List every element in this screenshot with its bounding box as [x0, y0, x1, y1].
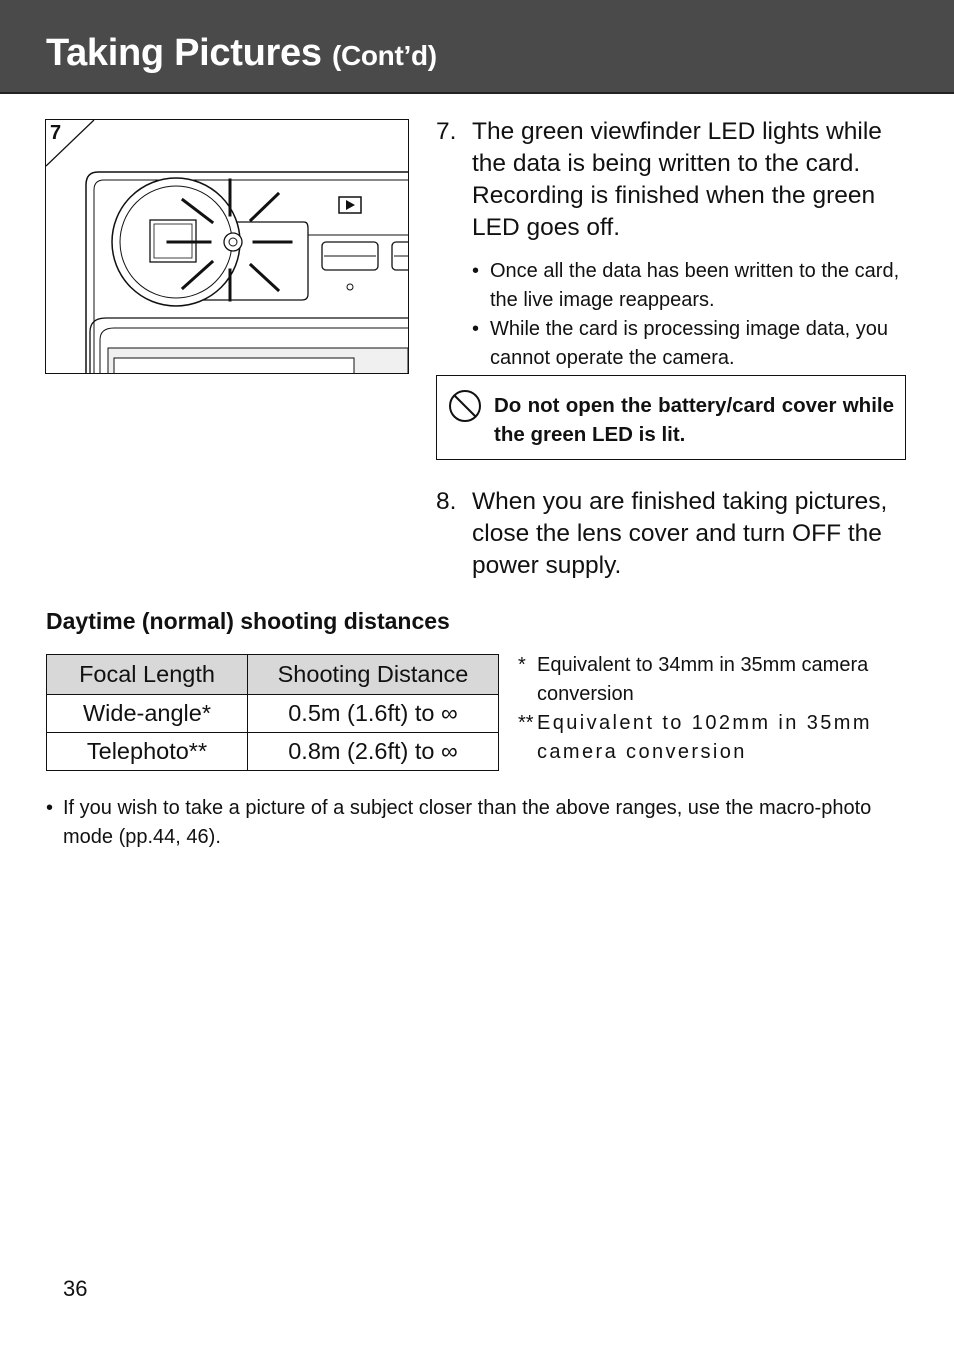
footnote-text: Equivalent to 102mm in 35mm camera conversion — [537, 712, 872, 763]
page-header — [0, 0, 954, 94]
step-7-number: 7. — [436, 118, 457, 145]
table-header-focal-length: Focal Length — [47, 655, 248, 695]
table-cell: 0.8m (2.6ft) to ∞ — [248, 733, 499, 771]
footnote-mark: ** — [518, 712, 534, 734]
prohibited-icon — [448, 389, 482, 423]
figure-number: 7 — [50, 122, 62, 144]
page-title — [46, 32, 437, 75]
table-header-row — [47, 655, 499, 695]
page-title-cont: (Cont’d) — [331, 40, 437, 71]
section-title: Daytime (normal) shooting distances — [46, 608, 450, 634]
step-7-text: The green viewfinder LED lights while the data is being written to the card. Recording is finished when the green LED goes off. — [472, 118, 882, 241]
page-title-main: Taking Pictures — [46, 32, 322, 74]
playback-icon — [338, 196, 362, 214]
table-row — [47, 733, 499, 771]
step-7-bullet-1: Once all the data has been written to the card, the live image reappears. — [490, 260, 900, 311]
step-8-text: When you are finished taking pictures, close the lens cover and turn OFF the power supply. — [472, 488, 888, 579]
table-header-shooting-distance: Shooting Distance — [248, 655, 499, 695]
step-8-number: 8. — [436, 488, 457, 515]
macro-note-text: If you wish to take a picture of a subject closer than the above ranges, use the macro-photo mode (pp.44, 46). — [63, 797, 872, 848]
footnote-mark: * — [518, 654, 526, 676]
table-cell: Telephoto** — [47, 733, 248, 771]
table-row — [47, 695, 499, 733]
table-cell: Wide-angle* — [47, 695, 248, 733]
step-7-bullet-2: While the card is processing image data, you cannot operate the camera. — [490, 318, 888, 369]
warning-text: Do not open the battery/card cover while the green LED is lit. — [494, 394, 894, 446]
warning-box — [436, 375, 906, 460]
camera-back-illustration — [45, 119, 409, 374]
table-cell: 0.5m (1.6ft) to ∞ — [248, 695, 499, 733]
footnote-text: Equivalent to 34mm in 35mm camera conversion — [537, 654, 869, 705]
page-number: 36 — [63, 1276, 88, 1301]
camera-back-drawing — [46, 120, 408, 373]
shooting-distance-table — [46, 654, 499, 771]
